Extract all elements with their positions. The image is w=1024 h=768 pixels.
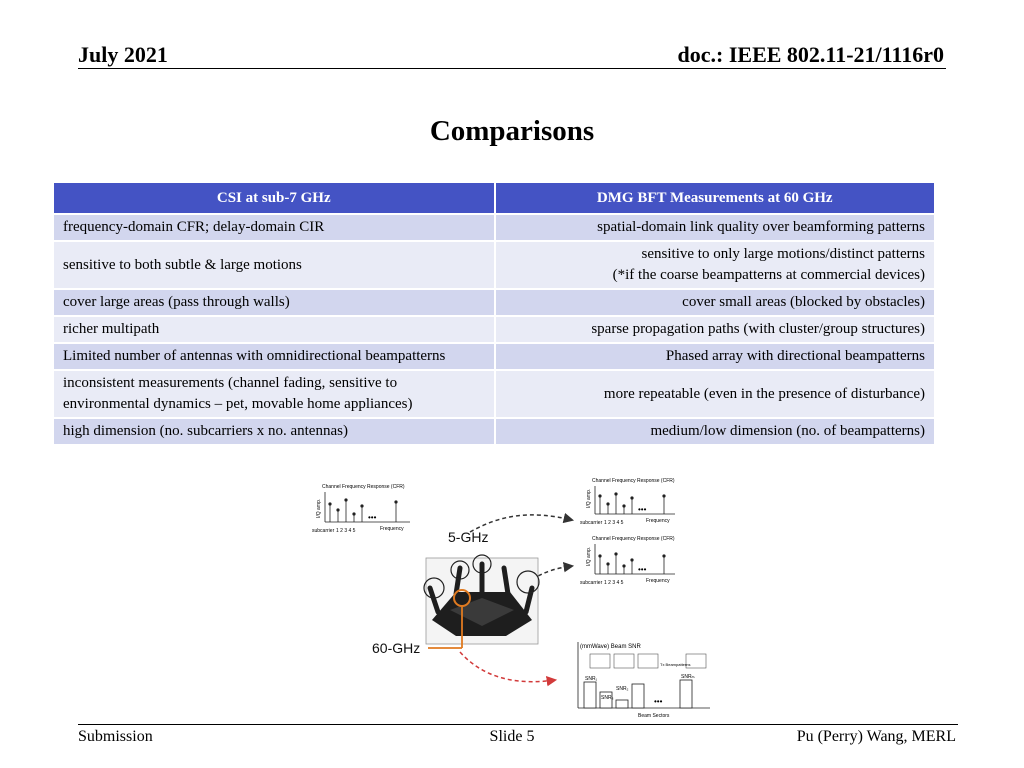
table-row (54, 241, 935, 289)
comparison-table (54, 183, 936, 446)
band-label-60ghz: 60-GHz (372, 640, 421, 656)
table-cell-right: Phased array with directional beampatterns (495, 343, 936, 370)
beam-snr-plot (578, 642, 710, 719)
subcarrier-ticks: 1 2 3 4 5 (604, 580, 624, 586)
cfr-title: Channel Frequency Response (CFR) (322, 484, 405, 490)
arrow-5ghz-mid (538, 566, 572, 576)
footer-submission: Submission (78, 728, 153, 745)
footer-divider (78, 724, 958, 725)
table-cell-left (54, 370, 495, 418)
table-cell-line: environmental dynamics – pet, movable home appliances) (63, 396, 413, 412)
table-cell-right: medium/low dimension (no. of beampatterns) (495, 418, 936, 445)
table-cell-left: sensitive to both subtle & large motions (54, 241, 495, 289)
router-image (424, 555, 539, 648)
subcarrier-label: subcarrier (312, 528, 335, 534)
table-row (54, 289, 935, 316)
cfr-stem-heads (328, 498, 397, 515)
table-row (54, 343, 935, 370)
footer-author: Pu (Perry) Wang, MERL (796, 728, 956, 745)
cfr-plot-top-right (580, 478, 675, 526)
footer-slide-number: Slide 5 (489, 728, 535, 745)
table-cell-left: cover large areas (pass through walls) (54, 289, 495, 316)
table-row (54, 214, 935, 241)
table-cell-left: Limited number of antennas with omnidirectional beampatterns (54, 343, 495, 370)
beam-sectors-label: Beam Sectors (638, 713, 670, 719)
band-label-5ghz: 5-GHz (448, 529, 489, 545)
cfr-stems (330, 500, 396, 522)
subcarrier-ticks: 1 2 3 4 5 (604, 520, 624, 526)
header-date: July 2021 (78, 42, 168, 67)
table-cell-left: high dimension (no. subcarriers x no. antennas) (54, 418, 495, 445)
table-cell-right: cover small areas (blocked by obstacles) (495, 289, 936, 316)
table-header-row (54, 183, 935, 214)
snr-label-m: SNRₘ (681, 674, 695, 680)
snr-label-3: SNR₃ (601, 695, 614, 701)
cfr-title: Channel Frequency Response (CFR) (592, 478, 675, 484)
iq-amp-label: I/Q amp. (586, 488, 592, 508)
cfr-plot-left (312, 484, 410, 534)
table-cell-right: sparse propagation paths (with cluster/group structures) (495, 316, 936, 343)
tx-beampatterns-label: Tx Beampatterns (660, 662, 691, 667)
cfr-plot-mid-right (580, 536, 675, 586)
slide-title: Comparisons (429, 115, 595, 147)
ellipsis: ••• (638, 565, 647, 574)
table-row (54, 418, 935, 445)
column-header-dmg: DMG BFT Measurements at 60 GHz (495, 183, 936, 214)
table-row (54, 370, 935, 418)
column-header-csi: CSI at sub-7 GHz (54, 183, 495, 214)
ellipsis: ••• (638, 505, 647, 514)
cfr-title: Channel Frequency Response (CFR) (592, 536, 675, 542)
table-cell-line: sensitive to only large motions/distinct patterns (641, 246, 925, 262)
iq-amp-label: I/Q amp. (586, 546, 592, 566)
snr-label-1: SNR₁ (585, 676, 598, 682)
frequency-label: Frequency (646, 578, 670, 584)
table-cell-right: spatial-domain link quality over beamforming patterns (495, 214, 936, 241)
table-cell-line: (*if the coarse beampatterns at commercial devices) (612, 267, 925, 283)
table-row (54, 316, 935, 343)
subcarrier-label: subcarrier (580, 520, 603, 526)
frequency-label: Frequency (646, 518, 670, 524)
subcarrier-label: subcarrier (580, 580, 603, 586)
arrow-60ghz (460, 652, 555, 682)
table-cell-left: frequency-domain CFR; delay-domain CIR (54, 214, 495, 241)
table-cell-line: inconsistent measurements (channel fading, sensitive to (63, 375, 398, 391)
header-doc-id: doc.: IEEE 802.11-21/1116r0 (677, 42, 944, 67)
table-cell-right (495, 241, 936, 289)
table-cell-left: richer multipath (54, 316, 495, 343)
snr-title: (mmWave) Beam SNR (580, 644, 641, 650)
snr-label-2: SNR₂ (616, 686, 629, 692)
sensing-diagram (300, 470, 720, 720)
iq-amp-label: I/Q amp. (316, 498, 322, 518)
ellipsis: ••• (654, 697, 663, 706)
snr-bars (584, 680, 692, 708)
table-cell-right: more repeatable (even in the presence of disturbance) (495, 370, 936, 418)
ellipsis: ••• (368, 513, 377, 522)
subcarrier-ticks: 1 2 3 4 5 (336, 528, 356, 534)
header-divider (78, 68, 946, 69)
frequency-label: Frequency (380, 526, 404, 532)
